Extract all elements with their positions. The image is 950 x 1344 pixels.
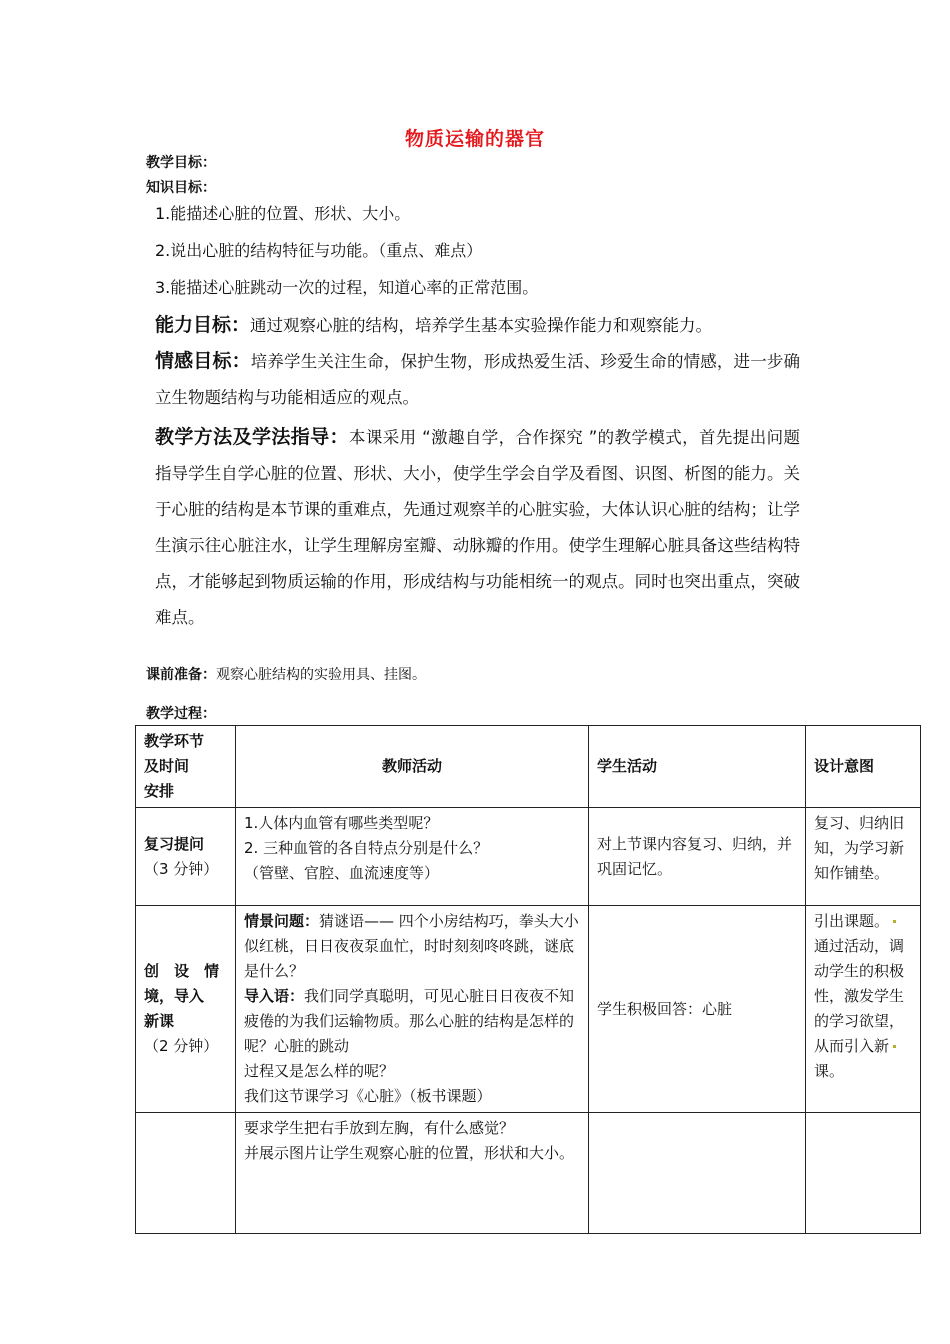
row2-intent	[806, 906, 921, 1113]
row2-intro-cont: 过程又是怎么样的呢？	[244, 1062, 395, 1080]
row2-stage-line-3: 新课	[144, 1012, 175, 1030]
row2-intro-text: 我们同学真聪明，可见心脏日日夜夜不知疲倦的为我们运输物质。那么心脏的结构是怎样的呢？心脏的跳动	[244, 987, 575, 1055]
table-header-row	[136, 726, 921, 808]
row2-intro	[244, 984, 580, 1059]
row2-intent-b: 通过活动，调动学生的积极性，激发学生的学习欲望，从而引入新	[814, 937, 905, 1055]
row1-teacher-line-2: 2. 三种血管的各自特点分别是什么？	[244, 839, 489, 857]
ability-goal-text: 通过观察心脏的结构，培养学生基本实验操作能力和观察能力。	[250, 316, 713, 335]
row2-scene	[244, 909, 580, 984]
preparation-label: 课前准备：	[146, 667, 216, 683]
row3-student	[589, 1113, 806, 1234]
row3-teacher-line-1: 要求学生把右手放到左胸，有什么感觉？	[244, 1119, 515, 1137]
ability-goal-label: 能力目标：	[155, 314, 251, 336]
row1-student: 对上节课内容复习、归纳，并巩固记忆。	[589, 808, 806, 906]
row3-stage	[136, 1113, 236, 1234]
row2-scene-text: 猜谜语—— 四个小房结构巧，拳头大小似红桃，日日夜夜泵血忙，时时刻刻咚咚跳，谜底是什么？	[244, 912, 579, 980]
row1-stage-time: （3 分钟）	[144, 859, 219, 878]
mark-dot	[893, 1045, 896, 1048]
document-title: 物质运输的器官	[404, 128, 545, 150]
row1-stage	[136, 808, 236, 906]
table-row	[136, 1113, 921, 1234]
row1-teacher-line-3: （管壁、官腔、血流速度等）	[244, 864, 440, 882]
row2-student: 学生积极回答：心脏	[589, 906, 806, 1113]
row2-stage	[136, 906, 236, 1113]
row2-stage-time: （2 分钟）	[144, 1037, 219, 1055]
row2-teacher	[236, 906, 589, 1113]
mark-dot	[893, 920, 896, 923]
method-paragraph	[155, 419, 800, 636]
row2-stage-line-2: 境，导入	[144, 987, 205, 1005]
row2-intro-last: 我们这节课学习《心脏》（板书课题）	[244, 1087, 492, 1105]
emotion-goal-text: 培养学生关注生命，保护生物，形成热爱生活、珍爱生命的情感，进一步确立生物题结构与功能相适应的观点。	[155, 352, 800, 407]
header-stage-line-2: 及时间	[144, 757, 190, 775]
knowledge-item-2: 2.说出心脏的结构特征与功能。（重点、难点）	[155, 241, 483, 260]
header-teacher: 教师活动	[236, 726, 589, 808]
row1-stage-name: 复习提问	[144, 834, 205, 853]
knowledge-heading: 知识目标：	[146, 180, 216, 196]
method-text: 本课采用 “激趣自学，合作探究 ”的教学模式，首先提出问题指导学生自学心脏的位置、形状、大小，使学生学会自学及看图、识图、析图的能力。关于心脏的结构是本节课的重难点，先通过观察羊的心脏实验，大体认识心脏的结构；让学生演示往心脏注水，让学生理解房室瓣、动脉瓣的作用。使学生理解心脏具备这些结构特点，才能够起到物质运输的作用，形成结构与功能相统一的观点。同时也突出重点，突破难点。	[155, 428, 800, 627]
row2-stage-line-1: 创 设 情	[144, 962, 220, 980]
header-student: 学生活动	[589, 726, 806, 808]
header-stage	[136, 726, 236, 808]
preparation-line	[146, 664, 426, 684]
knowledge-item-1: 1.能描述心脏的位置、形状、大小。	[155, 204, 411, 223]
row1-intent: 复习、归纳旧知，为学习新知作铺垫。	[806, 808, 921, 906]
row3-teacher	[236, 1113, 589, 1234]
emotion-goal-label: 情感目标：	[155, 350, 251, 372]
row1-teacher-line-1: 1.人体内血管有哪些类型呢？	[244, 814, 439, 832]
row3-teacher-line-2: 并展示图片让学生观察心脏的位置，形状和大小。	[244, 1144, 575, 1162]
row2-intent-c: 课。	[814, 1062, 845, 1080]
header-stage-line-3: 安排	[144, 782, 175, 800]
table-row	[136, 808, 921, 906]
row1-teacher	[236, 808, 589, 906]
row2-scene-label: 情景问题：	[244, 912, 320, 930]
ability-goal	[155, 307, 800, 344]
row2-intent-a-line	[814, 909, 912, 934]
row3-intent	[806, 1113, 921, 1234]
process-heading: 教学过程：	[146, 706, 216, 722]
row2-intro-label: 导入语：	[244, 987, 305, 1005]
header-stage-line-1: 教学环节	[144, 732, 205, 750]
method-label: 教学方法及学法指导：	[155, 426, 349, 448]
preparation-text: 观察心脏结构的实验用具、挂图。	[216, 667, 426, 683]
emotion-goal	[155, 343, 800, 416]
header-intent: 设计意图	[806, 726, 921, 808]
row2-intent-a: 引出课题。	[814, 912, 890, 930]
table-row	[136, 906, 921, 1113]
goals-heading: 教学目标：	[146, 155, 216, 171]
lesson-table	[135, 725, 921, 1234]
knowledge-item-3: 3.能描述心脏跳动一次的过程，知道心率的正常范围。	[155, 278, 539, 297]
